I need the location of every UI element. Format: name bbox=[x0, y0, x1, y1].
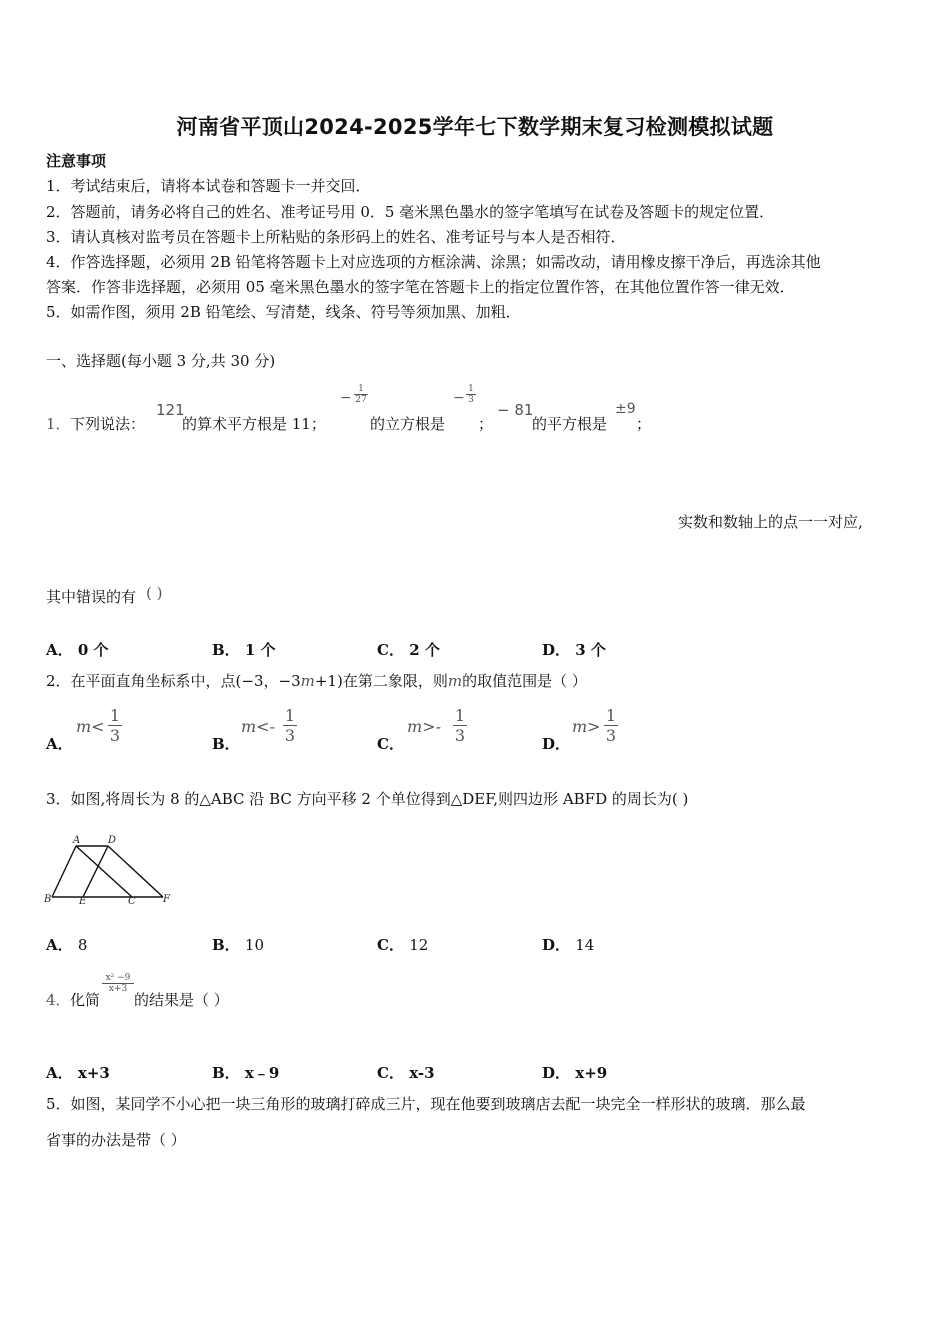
section-heading: 一、选择题(每小题 3 分,共 30 分) bbox=[46, 352, 276, 370]
q1-frac2-sign: − bbox=[453, 390, 465, 406]
q2-text: 2．在平面直角坐标系中，点(−3，−3m+1)在第二象限，则m的取值范围是（ ） bbox=[46, 672, 587, 690]
q2-option-a-label[interactable]: A． bbox=[46, 735, 73, 753]
q3-option-d[interactable]: D． 14 bbox=[542, 936, 595, 954]
q2-option-b-rel: m<- bbox=[241, 717, 275, 736]
q1-option-a[interactable]: A． 0 个 bbox=[46, 641, 109, 659]
q4-option-c[interactable]: C． x-3 bbox=[377, 1064, 435, 1082]
q2-option-a-fraction: 1 3 bbox=[109, 706, 121, 745]
segment-df bbox=[108, 846, 163, 897]
q1-option-d[interactable]: D． 3 个 bbox=[542, 641, 606, 659]
q2-option-d-rel: m> bbox=[572, 717, 601, 736]
notice-item: 1．考试结束后，请将本试卷和答题卡一并交回． bbox=[46, 177, 371, 195]
label-f: F bbox=[163, 894, 170, 905]
page-title: 河南省平顶山2024-2025学年七下数学期末复习检测模拟试题 bbox=[176, 115, 774, 139]
q2-option-d-label[interactable]: D． bbox=[542, 735, 571, 753]
q1-expr-pm9: ±9 bbox=[615, 401, 636, 417]
fraction-denominator: 3 bbox=[468, 395, 474, 405]
q1-number: 1． bbox=[46, 415, 71, 433]
q1-lead: 下列说法： bbox=[70, 415, 146, 433]
segment-ab bbox=[52, 846, 76, 897]
fraction-numerator: 1 bbox=[468, 384, 474, 394]
q4-number: 4． bbox=[46, 991, 71, 1009]
q4-fraction: x² −9 x+3 bbox=[102, 973, 134, 994]
notice-item: 答案．作答非选择题，必须用 05 毫米黑色墨水的签字笔在答题卡上的指定位置作答，在其他位置作答一律无效． bbox=[46, 278, 795, 296]
q1-fraction-1 bbox=[354, 384, 368, 405]
label-a: A bbox=[73, 835, 81, 846]
label-b: B bbox=[44, 894, 52, 905]
notice-item: 3．请认真核对监考员在答题卡上所粘贴的条形码上的姓名、准考证号与本人是否相符． bbox=[46, 228, 626, 246]
fraction-numerator: 1 bbox=[358, 384, 364, 394]
q1-statement-1: 的算术平方根是 11； bbox=[182, 415, 326, 433]
q1-semicolon-2: ； bbox=[636, 415, 652, 433]
q2-option-a-rel: m< bbox=[76, 717, 105, 736]
q1-answer-paren: ( ) bbox=[146, 584, 163, 602]
q1-option-b[interactable]: B． 1 个 bbox=[212, 641, 276, 659]
q1-statement-2: 的立方根是 bbox=[370, 415, 446, 433]
label-e: E bbox=[79, 896, 87, 907]
q1-statement-3: 的平方根是 bbox=[532, 415, 608, 433]
label-c: C bbox=[128, 896, 136, 907]
q2-option-c-fraction: 1 3 bbox=[454, 706, 466, 745]
q1-frac1-sign: − bbox=[340, 390, 352, 406]
notice-item: 2．答题前，请务必将自己的姓名、准考证号用 0．5 毫米黑色墨水的签字笔填写在试卷及答题卡的规定位置． bbox=[46, 203, 775, 221]
q3-option-a[interactable]: A． 8 bbox=[46, 936, 88, 954]
q1-semicolon: ； bbox=[478, 415, 494, 433]
q3-figure bbox=[40, 830, 180, 910]
variable-m: m bbox=[300, 672, 315, 690]
notice-item: 4．作答选择题，必须用 2B 铅笔将答题卡上对应选项的方框涂满、涂黑；如需改动，请用橡皮擦干净后，再选涂其他 bbox=[46, 253, 821, 271]
q4-option-d[interactable]: D． x+9 bbox=[542, 1064, 608, 1082]
q1-fraction-2 bbox=[466, 384, 476, 405]
q1-option-c[interactable]: C． 2 个 bbox=[377, 641, 440, 659]
q2-option-c-rel: m>- bbox=[407, 717, 441, 736]
q4-tail: 的结果是（ ） bbox=[134, 991, 229, 1009]
q4-lead: 化简 bbox=[70, 991, 101, 1009]
fraction-denominator: 27 bbox=[355, 395, 367, 405]
q5-text-line1: 5．如图，某同学不小心把一块三角形的玻璃打碎成三片，现在他要到玻璃店去配一块完全一样形状的玻璃．那么最 bbox=[46, 1095, 806, 1113]
q5-text-line2: 省事的办法是带（ ） bbox=[46, 1131, 186, 1149]
q2-option-b-fraction: 1 3 bbox=[284, 706, 296, 745]
q3-option-c[interactable]: C． 12 bbox=[377, 936, 429, 954]
q2-option-b-label[interactable]: B． bbox=[212, 735, 240, 753]
q1-expr-121: 121 bbox=[156, 401, 185, 419]
q2-option-c-label[interactable]: C． bbox=[377, 735, 404, 753]
q1-question: 其中错误的有 bbox=[46, 588, 137, 606]
q1-statement-4: 实数和数轴上的点一一对应, bbox=[678, 513, 863, 531]
q4-option-b[interactable]: B． x﹣9 bbox=[212, 1064, 280, 1082]
notice-heading: 注意事项 bbox=[46, 152, 107, 170]
q3-text: 3．如图,将周长为 8 的△ABC 沿 BC 方向平移 2 个单位得到△DEF,则四边形 ABFD 的周长为( ) bbox=[46, 790, 689, 808]
label-d: D bbox=[108, 835, 117, 846]
q3-option-b[interactable]: B． 10 bbox=[212, 936, 265, 954]
variable-m: m bbox=[447, 672, 463, 690]
notice-item: 5．如需作图，须用 2B 铅笔绘、写清楚，线条、符号等须加黑、加粗． bbox=[46, 303, 521, 321]
q2-option-d-fraction: 1 3 bbox=[605, 706, 617, 745]
q1-expr-neg81: − 81 bbox=[497, 401, 534, 419]
q4-option-a[interactable]: A． x+3 bbox=[46, 1064, 110, 1082]
